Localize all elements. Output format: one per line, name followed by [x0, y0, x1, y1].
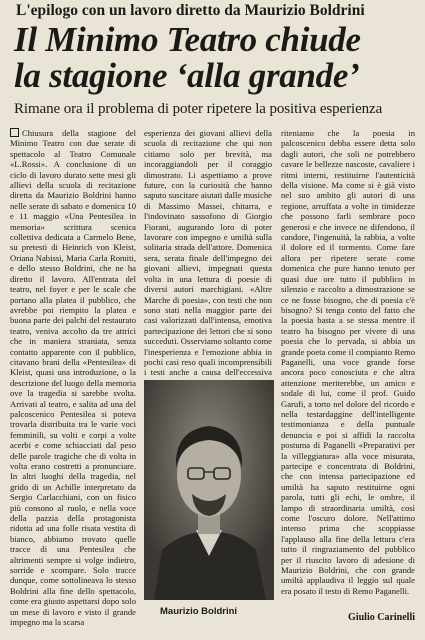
headline	[14, 22, 418, 94]
column-1-text: Chiusura della stagione del Minimo Teatro con due serate di spettacolo al Teatro Comunale «L.Rossi». A conclusione di un ciclo di lavoro durato sette mesi gli allievi della scuola di recitazione diretta da Maurizio Boldrini hanno nelle serate di sabato e domenica 10 e 11 maggio «Una Pentesilea in memoria» scrittura scenica collettiva dedicata a Carmelo Bene, su pretesti di Heinrich von Kleist, Oriana Nabissi, Maria Carla Romiti, e dello stesso Boldrini, che ne ha diretto il lavoro. All'entrata del teatro, nel foyer e per le scale che portano alla platea il pubblico, che avrebbe poi riempito la platea e buona parte dei palchi del restaurato teatro, veniva accolto da tre attrici che in maniera straniata, senza contatto apparente con il pubblico, citavano brani della «Pentesilea» di Kleist, quasi una introduzione, o la descrizione del luogo della memoria ove la tragedia si sarebbe svolta. Arrivati al teatro, e salita ad una del palcoscenico Pentesilea si poteva trovarla distribuita tra le varie voci femminili, su volti e corpi a volte acerbi e come schiacciati dal peso delle parole tragiche che di volta in volta erano costretti a pronunciare. In altri luoghi della tragedia, nel grido di un Achille interpretato da Sergio Carlacchiani, con un fisico più consono al ruolo, e nella voce della pazzia della protagonista ridotta ad una folle risata vestita di bianco, abbiamo trovato quelle tracce di una Pentesilea che altrimenti sempre si volge indietro, sorride e scompare. Solo tracce dunque, come sottolineava lo stesso Boldrini alla fine dello spettacolo, come era giusto aspettarsi dopo solo un mese di lavoro e visto il grande impegno ma la scarsa	[10, 128, 136, 628]
subhead: Rimane ora il problema di poter ripetere la positiva esperienza	[14, 101, 383, 117]
portrait-illustration	[144, 380, 274, 600]
kicker: L'epilogo con un lavoro diretto da Maurizio Boldrini	[16, 2, 365, 19]
photo-caption: Maurizio Boldrini	[160, 606, 238, 617]
portrait-photo	[144, 380, 274, 600]
column-2-text: esperienza dei giovani allievi della scuola di recitazione che qui non citiamo solo per brevità, ma incoraggiandoli per il coraggio dimostrato. Li aspettiamo a prove future, con la curiosità che hanno saputo suscitare aiutati dalle musiche di Massimo Massei, chitarra, e l'indovinato sassofono di Giorgio Fiorani, augurando loro di poter lavorare con impegno e umiltà sulla solitaria strada dell'attore. Domenica sera, serata finale dell'impegno dei giovani allievi, impegnati questa volta in una lettura di poesie di diversi autori marchigiani. «Altre Marche di poesia», con testi che non sono stati nella maggior parte dei casi valorizzati dall'intensa, emotiva partecipazione dei lettori che si sono succeduti. Osserviamo soltanto come l'inesperienza e l'emozione abbia in pochi casi reso quali incomprensibili i testi anche a causa dell'eccessiva	[144, 128, 272, 378]
byline: Giulio Carinelli	[348, 612, 415, 623]
column-3-text: riteniamo che la poesia in palcoscenico debba essere detta solo dagli autori, che soli ne potrebbero cavare le bellezze nascoste, cavaliere i ritmi interni, restituirne l'autenticità della visione. Ma come si è già visto nel suo ambito gli autori di una regione, arruffata a volte in timidezze che possono farli sembrare poco generosi e che invece ne difendono, il candore, l'ingenuità, la rabbia, a volte il dolore ed il tormento. Come fare allora per ripetere serate come domenica che pure hanno tenuto per quasi due ore tutto il pubblico in silenzio e raccolto a dimostrazione se ce ne fosse bisogno, che di poesia c'è bisogno? Si tenga conto del fatto che la poesia basta a se stessa mentre il teatro ha bisogno per vivere di una poesia che lo pervada, si abbia un grande poeta come il compianto Remo Paganelli, una voce grande forse ancora poco conosciuta e che altra attenzione meriterebbe, un amico e sodale di lui, come il prof. Guido Garufi, a torto nel dolore del ricordo e nella testardaggine dell'intelligente testimonianza e della puntuale denuncia e poi si affidi la raccolta postuma di Paganelli «Preparativi per la villeggiatura» alla voce misurata, partecipe e concentrata di Boldrini, che con intensa partecipazione ed umiltà ha saputo restituirne ogni parola, tutti gli echi, le ombre, il lampo di straordinaria umiltà, così come l'oscuro dolore. Nell'attimo intenso prima che scoppiasse l'applauso alla fine della lettura c'era tutto il ringraziamento del pubblico per il riuscito lavoro di adesione di Maurizio Boldrini, che con grande umiltà applaudiva il leggio sul quale era posato il testo di Remo Paganelli.	[281, 128, 415, 596]
article-column-3	[281, 128, 415, 620]
article-column-1	[10, 128, 136, 634]
headline-line-2: la stagione ‘alla grande’	[14, 56, 360, 95]
headline-line-1: Il Minimo Teatro chiude	[14, 20, 361, 59]
square-bullet-icon	[10, 128, 19, 137]
article-column-2	[144, 128, 272, 376]
